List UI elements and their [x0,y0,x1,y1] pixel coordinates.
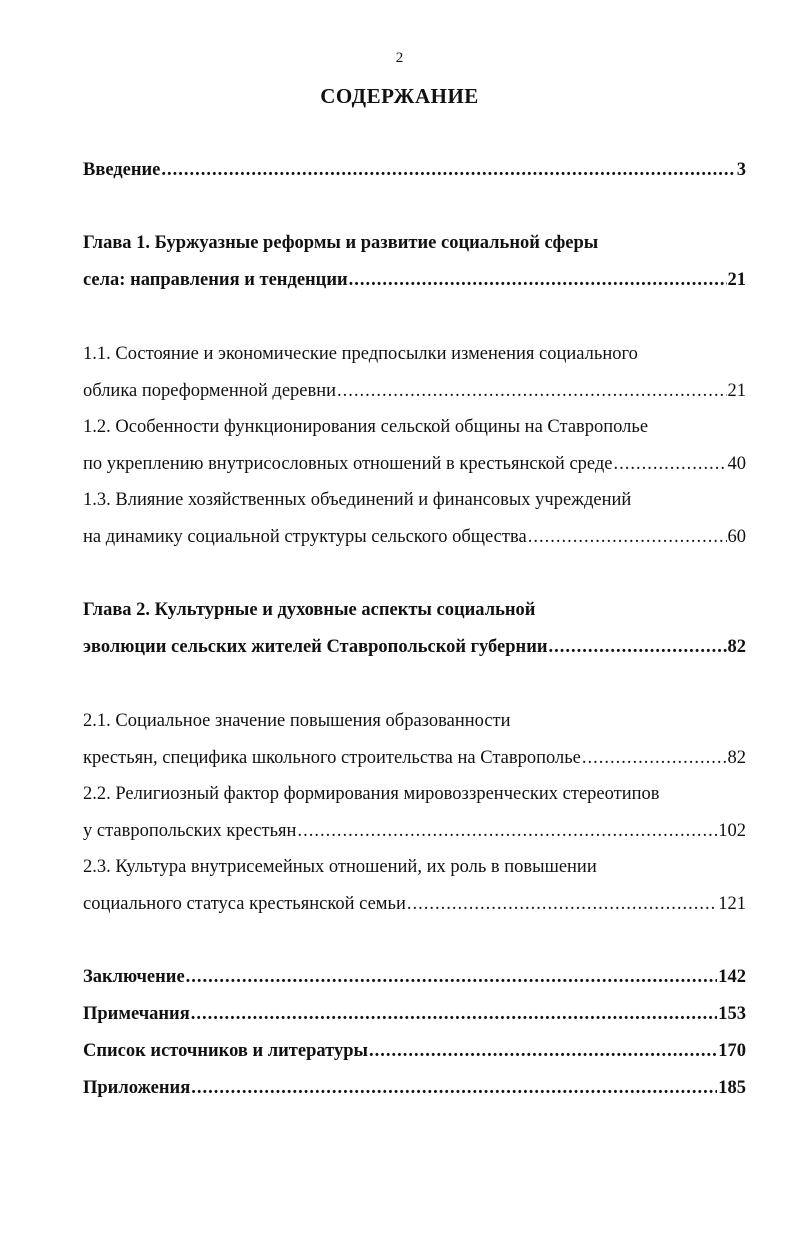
toc-section-2-1-title[interactable]: 2.1. Социальное значение повышения образованности [83,711,511,731]
toc-entry-chapter-1[interactable] [83,268,746,292]
toc-page-number: 102 [718,821,746,841]
toc-section-2-3-title[interactable]: 2.3. Культура внутрисемейных отношений, их роль в повышении [83,857,597,877]
toc-chapter-2-title[interactable]: Глава 2. Культурные и духовные аспекты социальной [83,600,536,620]
toc-leader-dots [582,746,727,770]
toc-entry-section-1-2[interactable] [83,452,746,476]
toc-leader-dots [191,1076,717,1100]
toc-page-number: 121 [718,894,746,914]
toc-entry-conclusion[interactable] [83,965,746,989]
toc-leader-dots [186,965,718,989]
toc-leader-dots [349,268,727,292]
toc-entry-label: Введение [83,160,161,180]
toc-entry-label: на динамику социальной структуры сельского общества [83,527,527,547]
toc-leader-dots [407,892,717,916]
toc-chapter-1-title[interactable]: Глава 1. Буржуазные реформы и развитие социальной сферы [83,233,599,253]
toc-leader-dots [337,379,726,403]
toc-page-number: 142 [718,967,746,987]
toc-entry-section-2-1[interactable] [83,746,746,770]
toc-section-1-2-title[interactable]: 1.2. Особенности функционирования сельской общины на Ставрополье [83,417,649,437]
toc-leader-dots [528,525,727,549]
toc-section-1-3-title[interactable]: 1.3. Влияние хозяйственных объединений и финансовых учреждений [83,490,632,510]
toc-entry-chapter-2[interactable] [83,635,746,659]
toc-entry-section-2-2[interactable] [83,819,746,843]
toc-entry-label: села: направления и тенденции [83,270,348,290]
toc-entry-notes[interactable] [83,1002,746,1026]
toc-entry-label: облика пореформенной деревни [83,381,337,401]
toc-entry-appendix[interactable] [83,1076,746,1100]
toc-page-number: 153 [718,1004,746,1024]
toc-leader-dots [297,819,717,843]
toc-entry-label: Примечания [83,1004,190,1024]
toc-section-1-1-title[interactable]: 1.1. Состояние и экономические предпосылки изменения социального [83,344,638,364]
toc-page-number: 21 [727,381,746,401]
toc-leader-dots [549,635,727,659]
page-number: 2 [395,50,404,66]
toc-leader-dots [191,1002,718,1026]
toc-page-number: 3 [736,160,746,180]
toc-entry-label: Приложения [83,1078,191,1098]
toc-entry-label: у ставропольских крестьян [83,821,297,841]
toc-entry-label: социального статуса крестьянской семьи [83,894,406,914]
toc-page-number: 185 [718,1078,746,1098]
toc-entry-section-1-1[interactable] [83,379,746,403]
toc-entry-label: Список источников и литературы [83,1041,368,1061]
toc-entry-label: по укреплению внутрисословных отношений в крестьянской среде [83,454,613,474]
toc-entry-introduction[interactable] [83,158,746,182]
toc-entry-section-1-3[interactable] [83,525,746,549]
toc-page-number: 60 [727,527,746,547]
toc-page-number: 82 [727,748,746,768]
toc-leader-dots [614,452,727,476]
toc-entry-label: эволюции сельских жителей Ставропольской губернии [83,637,548,657]
toc-leader-dots [161,158,735,182]
toc-page-number: 170 [718,1041,746,1061]
toc-entry-section-2-3[interactable] [83,892,746,916]
toc-entry-label: Заключение [83,967,185,987]
toc-leader-dots [369,1039,717,1063]
toc-page-number: 40 [727,454,746,474]
toc-page-number: 82 [727,637,746,657]
toc-entry-label: крестьян, специфика школьного строительства на Ставрополье [83,748,581,768]
toc-section-2-2-title[interactable]: 2.2. Религиозный фактор формирования мировоззренческих стереотипов [83,784,660,804]
toc-page-number: 21 [727,270,746,290]
toc-entry-sources[interactable] [83,1039,746,1063]
page-title: СОДЕРЖАНИЕ [320,84,479,108]
